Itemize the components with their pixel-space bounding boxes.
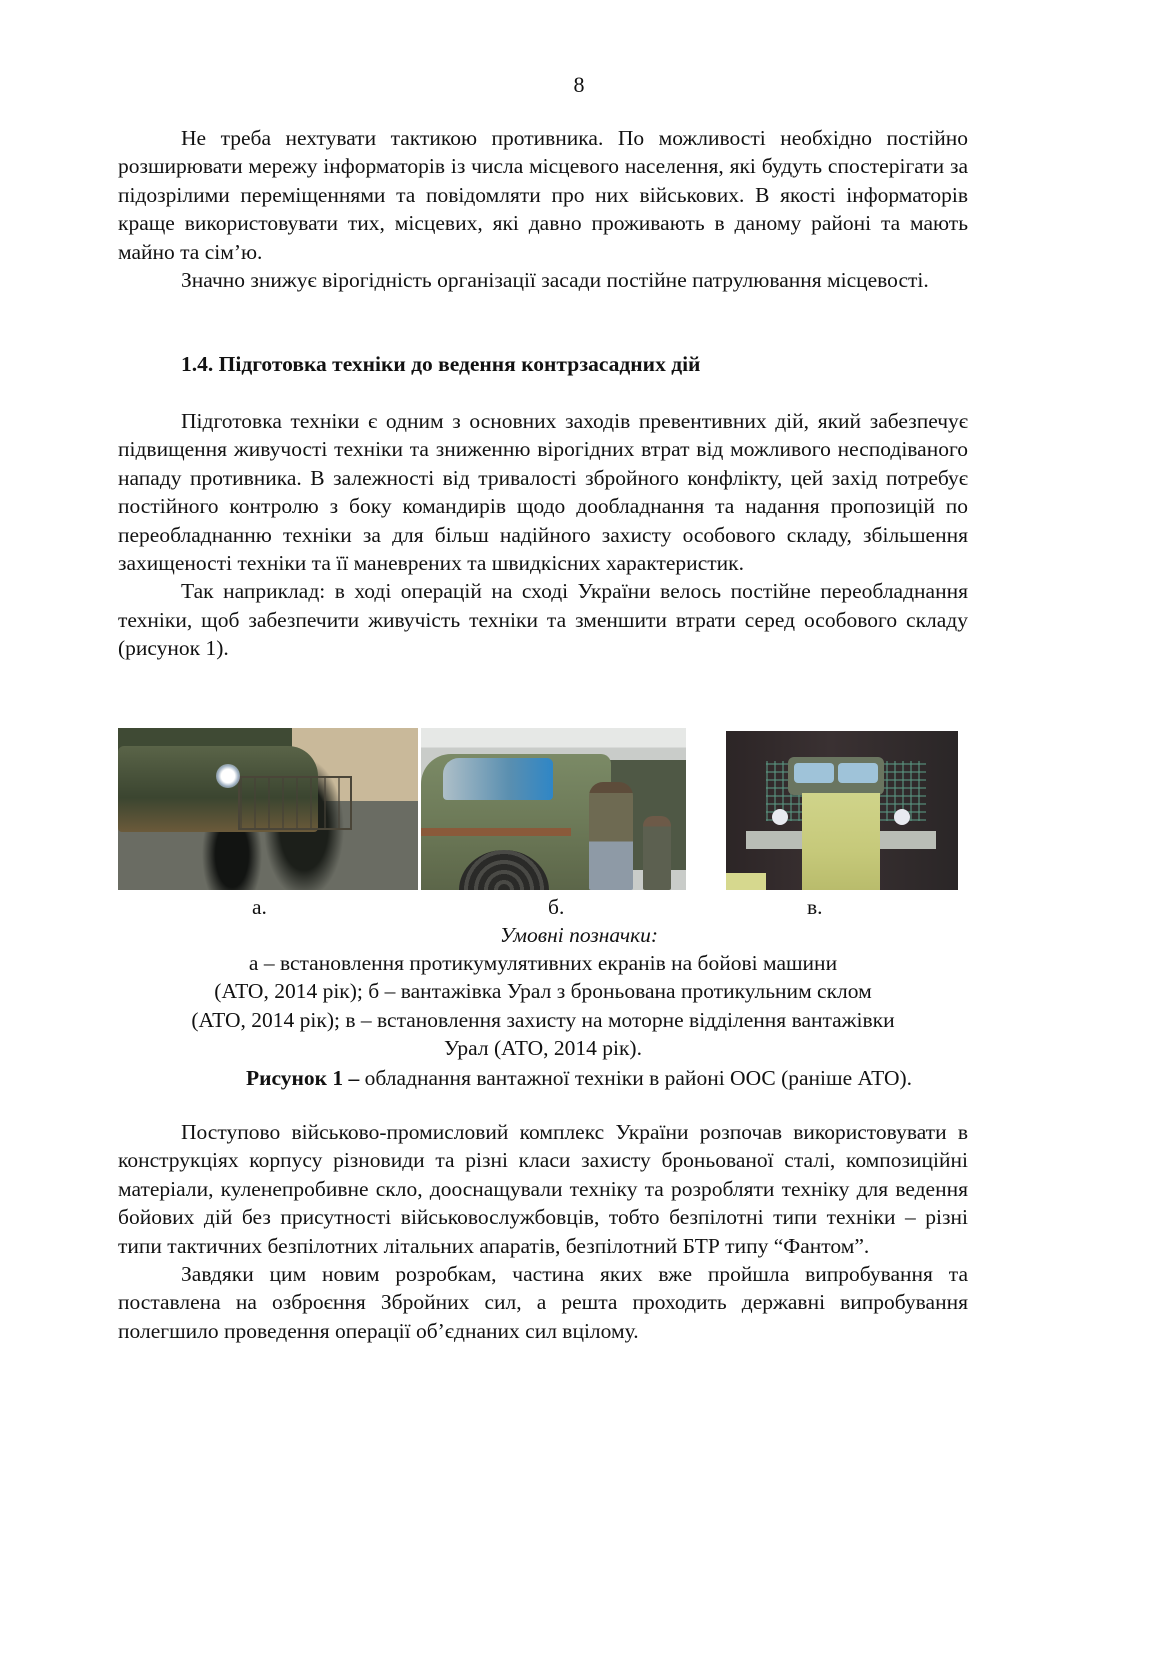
paragraph: Не треба нехтувати тактикою противника. По можливості необхідно постійно розширювати мережу інформаторів із числа місцевого населення, які будуть спостерігати за підозрілими переміщеннями та повідомляти про них військових. В якості інформаторів краще використовувати тих, місцевих, які давно проживають в даному районі та мають майно та сім’ю.	[118, 126, 968, 264]
paragraph: Підготовка техніки є одним з основних заходів превентивних дій, який забезпечує підвищення живучості техніки та зниженню вірогідних втрат від можливого несподіваного нападу противника. В залежності від тривалості збройного конфлікту, цей захід потребує постійного контролю з боку командирів щодо дообладнання та надання пропозицій по переобладнанню техніки за для більш надійного захисту особового складу, збільшення захищеності техніки та її маневрених та швидкісних характеристик.	[118, 409, 968, 576]
truck-windshield-shape	[443, 758, 553, 800]
section-text	[118, 407, 968, 663]
photo-label-b: б.	[548, 895, 565, 919]
paragraph: Так наприклад: в ході операцій на сході України велось постійне переобладнання техніки, щоб забезпечити живучість техніки та зменшити втрати серед особового складу (рисунок 1).	[118, 579, 968, 661]
yellow-box-shape	[726, 873, 766, 890]
paragraph: Значно знижує вірогідність організації засади постійне патрулювання місцевості.	[181, 268, 929, 293]
soldier-figure	[643, 816, 671, 890]
truck-window-shape	[838, 763, 878, 783]
page-number: 8	[573, 72, 585, 97]
figure-caption-label: Рисунок 1 –	[245, 1066, 360, 1090]
section-heading: 1.4. Підготовка техніки до ведення контрзасадних дій	[181, 352, 701, 376]
welding-flare	[216, 764, 240, 788]
photo-ural-truck-engine-protection	[726, 731, 958, 890]
paragraph: Завдяки цим новим розробкам, частина яких вже пройшла випробування та поставлена на озброєння Збройних сил, а решта проходить державні випробування полегшило проведення операції об’єднаних сил вцілому.	[118, 1262, 968, 1343]
legend-title: Умовні позначки:	[499, 923, 659, 947]
cage-screen-shape	[238, 776, 352, 830]
legend-line: Урал (АТО, 2014 рік).	[444, 1036, 642, 1061]
truck-bumper-shape	[421, 828, 571, 836]
closing-text	[118, 1118, 968, 1345]
engine-armor-shape	[802, 793, 880, 890]
figure-caption	[0, 1064, 1158, 1092]
headlight-shape	[894, 809, 910, 825]
figure-caption-text: обладнання вантажної техніки в районі ООС (раніше АТО).	[359, 1066, 913, 1090]
photo-label-c: в.	[807, 895, 823, 919]
truck-window-shape	[794, 763, 834, 783]
paragraph: Поступово військово-промисловий комплекс України розпочав використовувати в конструкціях корпусу різновиди та різні класи захисту броньованої сталі, композиційні матеріали, куленепробивне скло, дооснащували техніку та розробляти техніку для ведення бойових дій без присутності військовослужбовців, тобто безпілотні типи техніки – різні типи тактичних безпілотних літальних апаратів, безпілотний БТР типу “Фантом”.	[118, 1120, 968, 1258]
intro-text	[118, 124, 968, 294]
legend-line: (АТО, 2014 рік); б – вантажівка Урал з броньована протикульним склом	[214, 979, 872, 1004]
headlight-shape	[772, 809, 788, 825]
legend-line: а – встановлення протикумулятивних екранів на бойові машини	[248, 951, 838, 975]
photo-armored-vehicle-welding	[118, 728, 418, 890]
legend	[118, 949, 968, 1063]
soldier-figure	[589, 782, 633, 890]
legend-line: (АТО, 2014 рік); в – встановлення захисту на моторне відділення вантажівки	[191, 1007, 895, 1032]
photo-label-a: а.	[252, 895, 267, 919]
photo-ural-truck-glass	[421, 728, 686, 890]
